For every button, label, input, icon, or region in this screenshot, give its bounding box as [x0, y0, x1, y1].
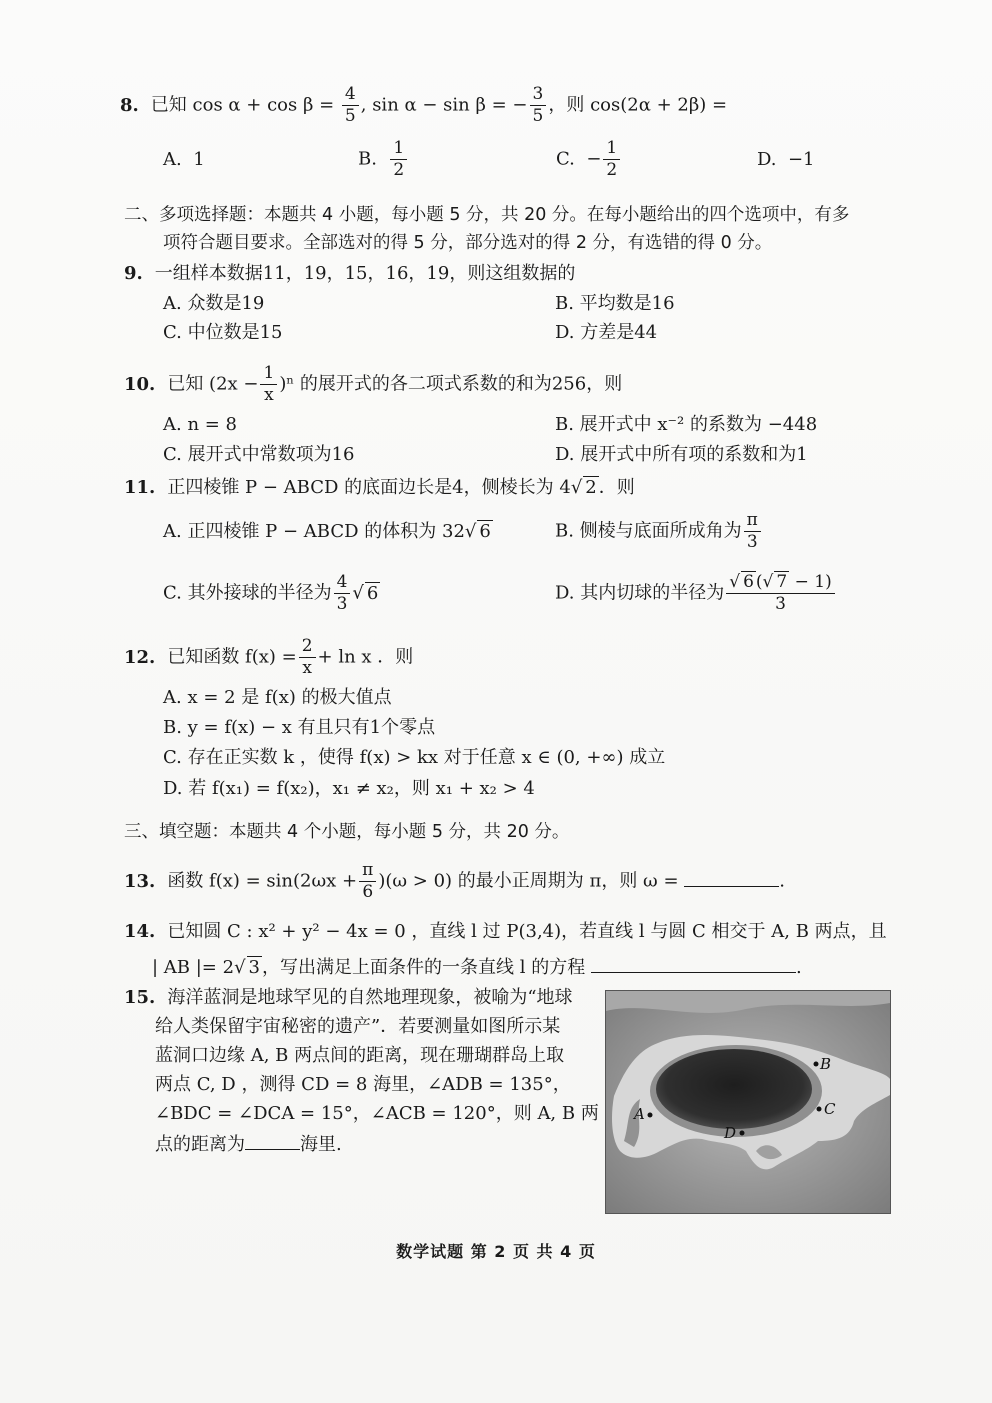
photo-label-b: B	[820, 1055, 832, 1073]
question-10-option-a: A. n = 8	[163, 414, 238, 435]
photo-label-d: D	[724, 1124, 737, 1142]
question-11-option-a: A. 正四棱锥 P − ABCD 的体积为 32√ 6	[163, 521, 491, 542]
section-3-heading: 三、填空题：本题共 4 个小题，每小题 5 分，共 20 分。	[124, 822, 570, 842]
question-10-stem: 10. 已知 (2x − $\frac{1}{x}$ )ⁿ 的展开式的各二项式系数的和为256，则	[124, 363, 623, 405]
fraction: $\frac{4}{5}$	[342, 86, 359, 125]
fraction: $\frac{4}{3}$	[334, 574, 351, 613]
question-12-option-c: C. 存在正实数 k ，使得 f(x) > kx 对于任意 x ∈ (0, +∞) 成立	[163, 747, 666, 768]
question-15-line4: 两点 C, D ，测得 CD = 8 海里，∠ADB = 135°，	[155, 1074, 571, 1095]
math-expr: , sin α − sin β = −	[360, 94, 528, 116]
fraction: $\frac{√ 6 (√ 7 - 1)}{3}$	[726, 574, 834, 613]
question-12-option-b: B. y = f(x) − x 有且只有1个零点	[163, 717, 436, 738]
fraction: $\frac{1}{2}$	[390, 140, 407, 179]
question-10-option-d: D. 展开式中所有项的系数和为1	[555, 444, 808, 465]
fraction: $\frac{1}{x}$	[260, 365, 277, 404]
question-number: 8.	[120, 94, 139, 116]
question-8-stem	[120, 86, 727, 125]
fraction: $\frac{2}{x}$	[299, 638, 316, 677]
question-11-stem: 11. 正四棱锥 P − ABCD 的底面边长是4，侧棱长为 4√ 2 ．则	[124, 477, 635, 498]
math-expr: ，则 cos(2α + 2β) =	[548, 94, 728, 116]
fraction: $\frac{\pi}{3}$	[744, 512, 761, 551]
answer-blank[interactable]	[684, 868, 779, 887]
stem-text: 已知	[150, 94, 187, 116]
question-9-option-c: C. 中位数是15	[163, 322, 283, 343]
question-8-option-d: D. −1	[757, 149, 815, 170]
section-2-heading: 二、多项选择题：本题共 4 小题，每小题 5 分，共 20 分。在每小题给出的四个选项中，有多	[124, 205, 850, 225]
fraction: $\frac{3}{5}$	[530, 86, 547, 125]
question-8-option-b: B. $\frac{1}{2}$	[358, 140, 409, 179]
question-10-option-b: B. 展开式中 x⁻² 的系数为 −448	[555, 414, 818, 435]
math-expr: cos α + cos β =	[192, 94, 335, 116]
question-9-stem: 9. 一组样本数据11，19，15，16，19，则这组数据的	[124, 263, 576, 284]
fraction: $\frac{\pi}{6}$	[359, 862, 376, 901]
question-9-option-b: B. 平均数是16	[555, 293, 675, 314]
fraction: $\frac{1}{2}$	[603, 140, 620, 179]
photo-label-a: A	[634, 1105, 645, 1123]
question-11-option-d: D. 其内切球的半径为 $\frac{√ 6 (√ 7 - 1)}{3}$	[555, 574, 837, 613]
answer-blank[interactable]	[245, 1131, 300, 1150]
question-12-option-d: D. 若 f(x₁) = f(x₂)，x₁ ≠ x₂，则 x₁ + x₂ > 4	[163, 778, 535, 799]
blue-hole-photo	[605, 990, 891, 1214]
section-2-instructions: 项符合题目要求。全部选对的得 5 分，部分选对的得 2 分，有选错的得 0 分。	[163, 233, 773, 253]
question-9-option-a: A. 众数是19	[163, 293, 265, 314]
question-11-option-c: C. 其外接球的半径为 $\frac{4}{3}$ √ 6	[163, 572, 379, 614]
question-14-stem-line2: | AB |= 2√ 3 ，写出满足上面条件的一条直线 l 的方程 .	[152, 954, 802, 980]
question-13-stem: 13. 函数 f(x) = sin(2ωx + $\frac{\pi}{6}$ )(ω > 0) 的最小正周期为 π，则 ω = .	[124, 860, 785, 902]
question-15-stem: 15. 海洋蓝洞是地球罕见的自然地理现象，被喻为“地球	[124, 987, 573, 1008]
question-15-line3: 蓝洞口边缘 A, B 两点间的距离，现在珊瑚群岛上取	[155, 1045, 565, 1066]
question-15-line5: ∠BDC = ∠DCA = 15°，∠ACB = 120°，则 A, B 两	[155, 1103, 599, 1124]
question-12-option-a: A. x = 2 是 f(x) 的极大值点	[163, 687, 392, 708]
question-11-option-b: B. 侧棱与底面所成角为 $\frac{\pi}{3}$	[555, 512, 763, 551]
question-12-stem: 12. 已知函数 f(x) = $\frac{2}{x}$ + ln x ．则	[124, 636, 414, 678]
question-14-stem: 14. 已知圆 C : x² + y² − 4x = 0 ，直线 l 过 P(3,4)，若直线 l 与圆 C 相交于 A, B 两点，且	[124, 921, 887, 942]
question-10-option-c: C. 展开式中常数项为16	[163, 444, 355, 465]
blue-hole-illustration	[606, 991, 890, 1213]
question-9-option-d: D. 方差是44	[555, 322, 658, 343]
question-8-option-c: C. − $\frac{1}{2}$	[556, 140, 622, 179]
answer-blank[interactable]	[591, 954, 796, 973]
question-15-line6: 点的距离为 海里.	[155, 1131, 342, 1157]
photo-label-c: C	[824, 1100, 836, 1118]
question-15-line2: 给人类保留宇宙秘密的遗产”．若要测量如图所示某	[155, 1016, 561, 1037]
question-8-option-a: A. 1	[163, 149, 205, 170]
page-footer: 数学试题 第 2 页 共 4 页	[396, 1242, 596, 1261]
